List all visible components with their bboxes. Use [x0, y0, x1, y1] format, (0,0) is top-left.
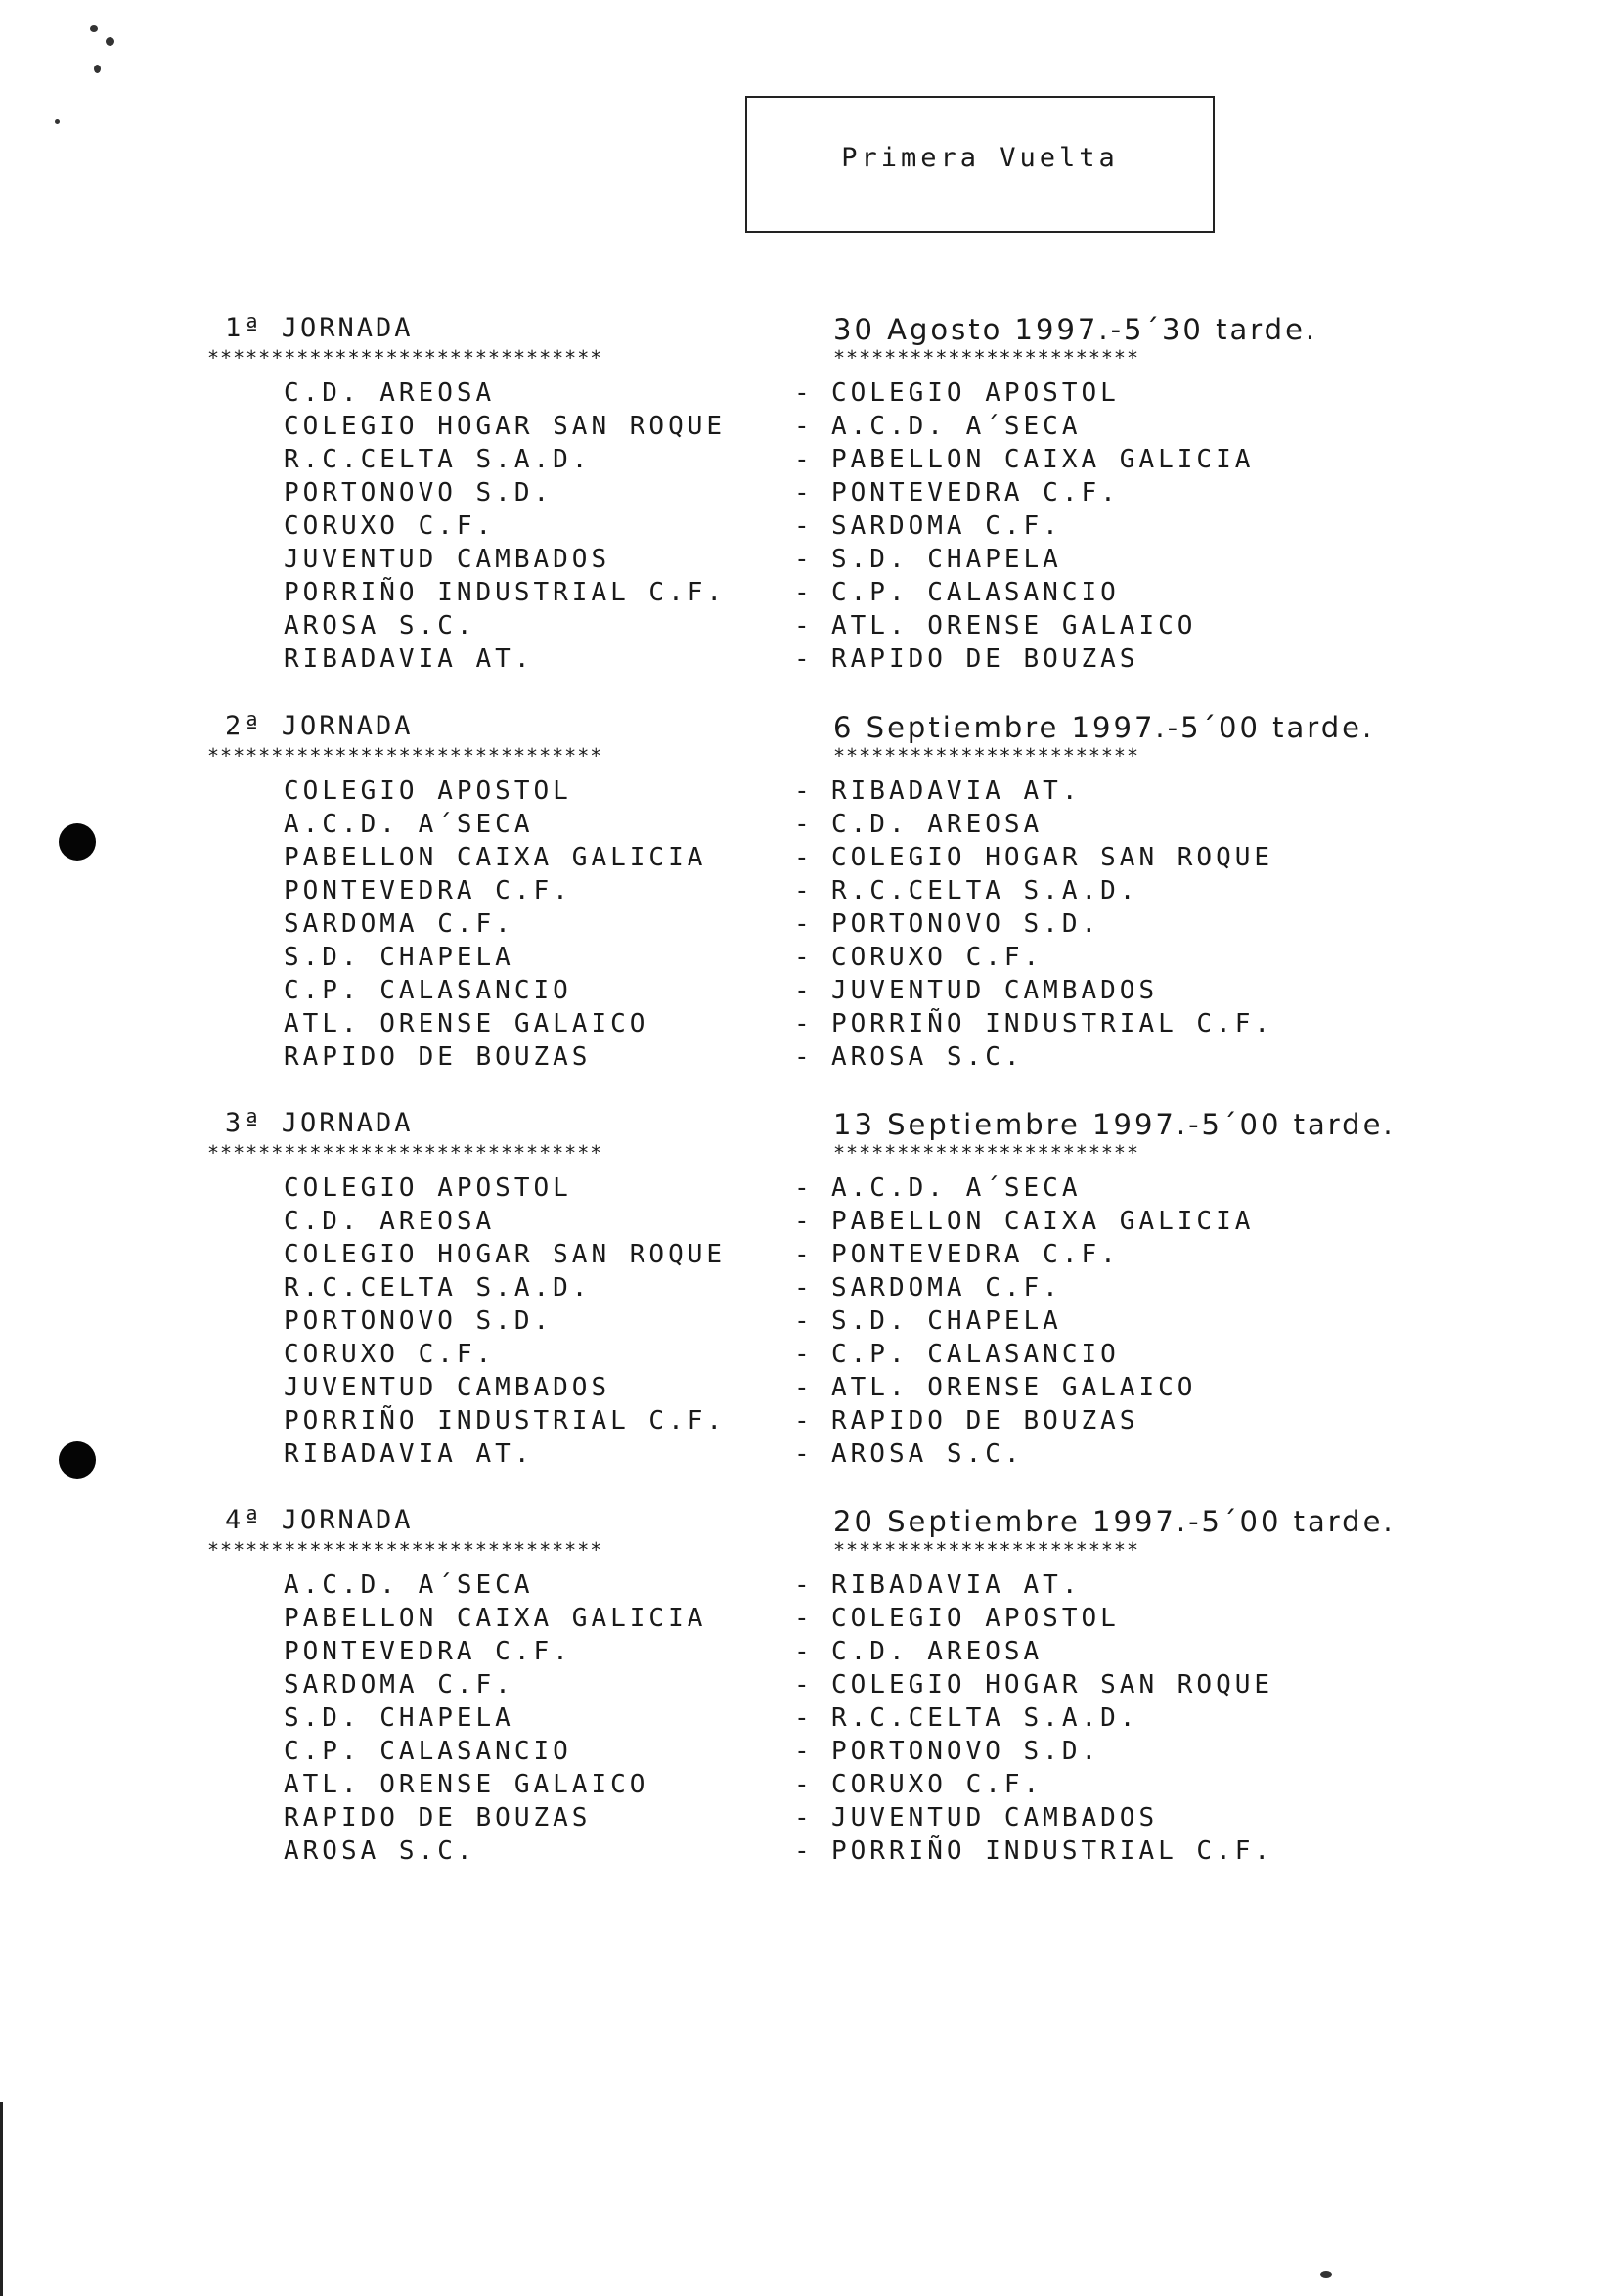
home-team: PORRIÑO INDUSTRIAL C.F. — [284, 1406, 727, 1435]
away-team: RIBADAVIA AT. — [831, 1570, 1082, 1600]
match-row — [0, 378, 1600, 412]
match-list — [0, 378, 1600, 678]
match-separator: - — [794, 1406, 810, 1435]
home-team: AROSA S.C. — [284, 1836, 476, 1866]
match-separator: - — [794, 1340, 810, 1369]
jornada-label: 1ª JORNADA — [225, 313, 414, 343]
match-row — [0, 1703, 1600, 1737]
home-team: A.C.D. A´SECA — [284, 810, 534, 839]
away-team: PORTONOVO S.D. — [831, 909, 1101, 939]
away-team: PORRIÑO INDUSTRIAL C.F. — [831, 1009, 1274, 1038]
match-separator: - — [794, 378, 810, 408]
match-row — [0, 1637, 1600, 1670]
match-separator: - — [794, 1173, 810, 1203]
home-team: RIBADAVIA AT. — [284, 1439, 534, 1469]
match-row — [0, 1207, 1600, 1240]
match-list — [0, 1570, 1600, 1870]
asterisk-rule-right: ************************ — [833, 1538, 1139, 1562]
home-team: PABELLON CAIXA GALICIA — [284, 1604, 707, 1633]
away-team: COLEGIO APOSTOL — [831, 1604, 1120, 1633]
home-team: SARDOMA C.F. — [284, 1670, 514, 1700]
away-team: C.D. AREOSA — [831, 1637, 1044, 1666]
match-row — [0, 976, 1600, 1009]
match-row — [0, 445, 1600, 478]
match-separator: - — [794, 545, 810, 574]
home-team: ATL. ORENSE GALAICO — [284, 1009, 649, 1038]
match-row — [0, 1570, 1600, 1604]
away-team: AROSA S.C. — [831, 1439, 1024, 1469]
match-row — [0, 1670, 1600, 1703]
match-separator: - — [794, 843, 810, 872]
home-team: CORUXO C.F. — [284, 1340, 496, 1369]
match-separator: - — [794, 976, 810, 1005]
match-row — [0, 412, 1600, 445]
match-separator: - — [794, 1703, 810, 1733]
match-row — [0, 1306, 1600, 1340]
match-row — [0, 1836, 1600, 1870]
match-row — [0, 1770, 1600, 1803]
jornada-date: 13 Septiembre 1997.-5´00 tarde. — [833, 1108, 1396, 1141]
match-row — [0, 511, 1600, 545]
match-row — [0, 843, 1600, 876]
match-row — [0, 1009, 1600, 1042]
away-team: JUVENTUD CAMBADOS — [831, 976, 1159, 1005]
away-team: A.C.D. A´SECA — [831, 412, 1082, 441]
home-team: C.P. CALASANCIO — [284, 976, 572, 1005]
home-team: JUVENTUD CAMBADOS — [284, 545, 611, 574]
away-team: CORUXO C.F. — [831, 1770, 1044, 1799]
away-team: C.D. AREOSA — [831, 810, 1044, 839]
match-separator: - — [794, 644, 810, 674]
away-team: COLEGIO HOGAR SAN ROQUE — [831, 843, 1274, 872]
match-list — [0, 776, 1600, 1076]
home-team: PONTEVEDRA C.F. — [284, 1637, 572, 1666]
home-team: COLEGIO APOSTOL — [284, 1173, 572, 1203]
match-separator: - — [794, 578, 810, 607]
match-row — [0, 1373, 1600, 1406]
jornada-label: 3ª JORNADA — [225, 1108, 414, 1138]
asterisk-rule-left: ******************************* — [207, 744, 603, 768]
away-team: ATL. ORENSE GALAICO — [831, 1373, 1197, 1402]
away-team: PORTONOVO S.D. — [831, 1737, 1101, 1766]
home-team: PABELLON CAIXA GALICIA — [284, 843, 707, 872]
away-team: RAPIDO DE BOUZAS — [831, 1406, 1139, 1435]
away-team: ATL. ORENSE GALAICO — [831, 611, 1197, 640]
away-team: R.C.CELTA S.A.D. — [831, 876, 1139, 905]
home-team: COLEGIO HOGAR SAN ROQUE — [284, 1240, 727, 1269]
home-team: PORTONOVO S.D. — [284, 478, 554, 508]
home-team: RAPIDO DE BOUZAS — [284, 1803, 592, 1832]
home-team: S.D. CHAPELA — [284, 943, 514, 972]
match-row — [0, 810, 1600, 843]
jornada-date: 20 Septiembre 1997.-5´00 tarde. — [833, 1505, 1396, 1538]
home-team: CORUXO C.F. — [284, 511, 496, 541]
match-row — [0, 1439, 1600, 1473]
match-separator: - — [794, 1637, 810, 1666]
match-separator: - — [794, 1207, 810, 1236]
match-separator: - — [794, 611, 810, 640]
match-separator: - — [794, 1803, 810, 1832]
match-separator: - — [794, 1439, 810, 1469]
away-team: JUVENTUD CAMBADOS — [831, 1803, 1159, 1832]
away-team: CORUXO C.F. — [831, 943, 1044, 972]
match-separator: - — [794, 1042, 810, 1072]
match-row — [0, 1340, 1600, 1373]
scan-speck — [106, 37, 114, 46]
home-team: JUVENTUD CAMBADOS — [284, 1373, 611, 1402]
match-row — [0, 1173, 1600, 1207]
away-team: S.D. CHAPELA — [831, 545, 1062, 574]
match-row — [0, 876, 1600, 909]
away-team: PONTEVEDRA C.F. — [831, 478, 1120, 508]
match-separator: - — [794, 1670, 810, 1700]
home-team: COLEGIO APOSTOL — [284, 776, 572, 806]
match-row — [0, 611, 1600, 644]
match-separator: - — [794, 478, 810, 508]
home-team: A.C.D. A´SECA — [284, 1570, 534, 1600]
match-row — [0, 909, 1600, 943]
away-team: SARDOMA C.F. — [831, 511, 1062, 541]
page-title: Primera Vuelta — [841, 143, 1119, 173]
home-team: ATL. ORENSE GALAICO — [284, 1770, 649, 1799]
home-team: R.C.CELTA S.A.D. — [284, 445, 592, 474]
jornada-label: 4ª JORNADA — [225, 1505, 414, 1535]
away-team: C.P. CALASANCIO — [831, 578, 1120, 607]
match-list — [0, 1173, 1600, 1473]
away-team: PABELLON CAIXA GALICIA — [831, 445, 1255, 474]
match-row — [0, 776, 1600, 810]
match-row — [0, 1737, 1600, 1770]
jornada-date: 6 Septiembre 1997.-5´00 tarde. — [833, 711, 1375, 744]
away-team: PORRIÑO INDUSTRIAL C.F. — [831, 1836, 1274, 1866]
away-team: AROSA S.C. — [831, 1042, 1024, 1072]
home-team: PORTONOVO S.D. — [284, 1306, 554, 1336]
home-team: S.D. CHAPELA — [284, 1703, 514, 1733]
match-row — [0, 1406, 1600, 1439]
match-row — [0, 578, 1600, 611]
away-team: COLEGIO HOGAR SAN ROQUE — [831, 1670, 1274, 1700]
match-row — [0, 1273, 1600, 1306]
jornada-label: 2ª JORNADA — [225, 711, 414, 741]
match-separator: - — [794, 1373, 810, 1402]
match-row — [0, 478, 1600, 511]
scan-speck — [55, 119, 60, 124]
away-team: COLEGIO APOSTOL — [831, 378, 1120, 408]
asterisk-rule-right: ************************ — [833, 1141, 1139, 1165]
match-separator: - — [794, 1737, 810, 1766]
asterisk-rule-left: ******************************* — [207, 346, 603, 370]
match-separator: - — [794, 1570, 810, 1600]
jornada-date: 30 Agosto 1997.-5´30 tarde. — [833, 313, 1318, 346]
away-team: SARDOMA C.F. — [831, 1273, 1062, 1303]
home-team: AROSA S.C. — [284, 611, 476, 640]
home-team: RIBADAVIA AT. — [284, 644, 534, 674]
match-separator: - — [794, 909, 810, 939]
match-row — [0, 1042, 1600, 1076]
asterisk-rule-left: ******************************* — [207, 1141, 603, 1165]
home-team: PORRIÑO INDUSTRIAL C.F. — [284, 578, 727, 607]
match-separator: - — [794, 1770, 810, 1799]
match-row — [0, 1803, 1600, 1836]
asterisk-rule-right: ************************ — [833, 744, 1139, 768]
away-team: RAPIDO DE BOUZAS — [831, 644, 1139, 674]
away-team: R.C.CELTA S.A.D. — [831, 1703, 1139, 1733]
match-separator: - — [794, 876, 810, 905]
match-separator: - — [794, 810, 810, 839]
home-team: COLEGIO HOGAR SAN ROQUE — [284, 412, 727, 441]
match-separator: - — [794, 1273, 810, 1303]
away-team: S.D. CHAPELA — [831, 1306, 1062, 1336]
away-team: RIBADAVIA AT. — [831, 776, 1082, 806]
home-team: PONTEVEDRA C.F. — [284, 876, 572, 905]
asterisk-rule-right: ************************ — [833, 346, 1139, 370]
scan-edge — [0, 2102, 3, 2296]
match-row — [0, 644, 1600, 678]
away-team: PABELLON CAIXA GALICIA — [831, 1207, 1255, 1236]
match-separator: - — [794, 1306, 810, 1336]
asterisk-rule-left: ******************************* — [207, 1538, 603, 1562]
home-team: RAPIDO DE BOUZAS — [284, 1042, 592, 1072]
away-team: C.P. CALASANCIO — [831, 1340, 1120, 1369]
match-row — [0, 545, 1600, 578]
away-team: A.C.D. A´SECA — [831, 1173, 1082, 1203]
match-row — [0, 1604, 1600, 1637]
home-team: C.D. AREOSA — [284, 378, 496, 408]
scan-speck — [1320, 2271, 1332, 2278]
away-team: PONTEVEDRA C.F. — [831, 1240, 1120, 1269]
home-team: C.P. CALASANCIO — [284, 1737, 572, 1766]
match-separator: - — [794, 1009, 810, 1038]
match-separator: - — [794, 776, 810, 806]
home-team: R.C.CELTA S.A.D. — [284, 1273, 592, 1303]
match-separator: - — [794, 445, 810, 474]
match-separator: - — [794, 943, 810, 972]
home-team: SARDOMA C.F. — [284, 909, 514, 939]
match-separator: - — [794, 1604, 810, 1633]
scan-speck — [90, 25, 98, 32]
match-separator: - — [794, 412, 810, 441]
scan-speck — [94, 65, 101, 73]
match-row — [0, 1240, 1600, 1273]
home-team: C.D. AREOSA — [284, 1207, 496, 1236]
match-separator: - — [794, 1240, 810, 1269]
match-separator: - — [794, 1836, 810, 1866]
title-box — [745, 96, 1215, 233]
match-separator: - — [794, 511, 810, 541]
match-row — [0, 943, 1600, 976]
